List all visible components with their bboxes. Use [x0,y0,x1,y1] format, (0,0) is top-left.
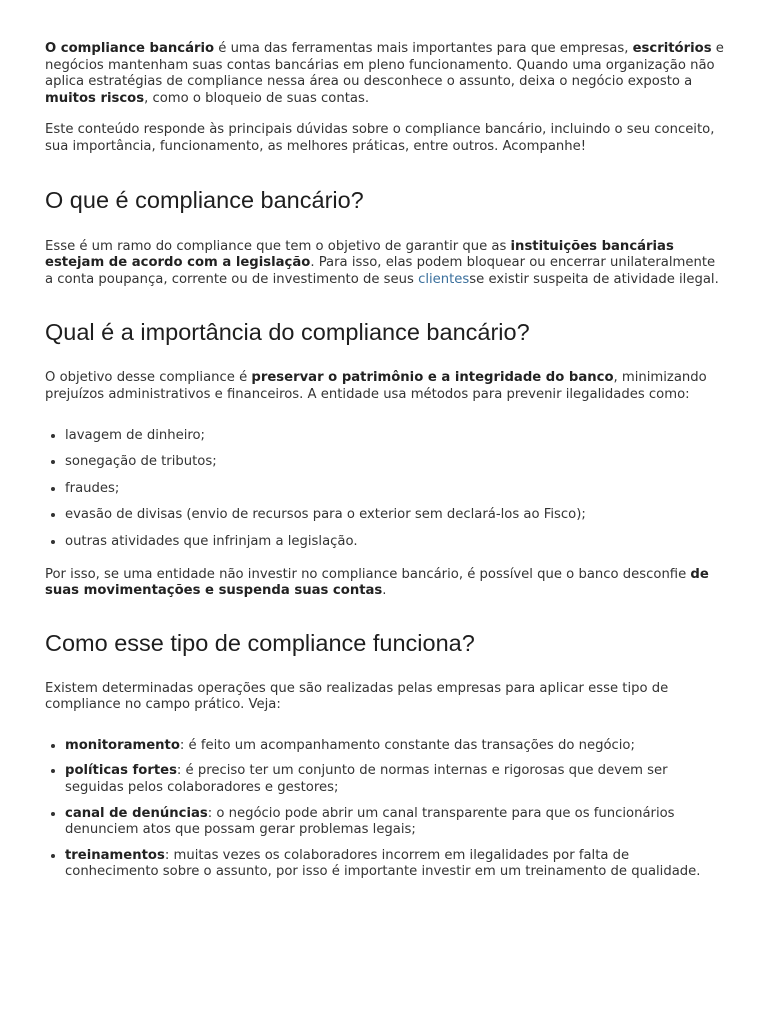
list-item [65,762,724,796]
strong-text: escritórios [632,41,712,56]
list-item: • outras atividades que infrinjam a legislação. [65,533,724,551]
text: O objetivo desse compliance é [45,370,252,386]
section-heading-importance: Qual é a importância do compliance bancário? [45,319,530,346]
strong-text: instituições bancárias estejam de acordo com a legislação [45,238,674,271]
list-item-description: : é preciso ter um conjunto de normas internas e rigorosas que devem ser seguidas pelos colaboradores e gestores; [65,763,668,796]
text: . [382,583,387,599]
strong-text: O compliance bancário [45,41,215,56]
text: , como o bloqueio de suas contas. [144,90,370,106]
text: . Para isso, elas podem bloquear ou encerrar unilateralmente a conta poupança, corrente ou de investimento de seus [45,255,716,287]
list-item: • fraudes; [65,480,724,498]
list-item-description: : muitas vezes os colaboradores incorrem em ilegalidades por falta de conhecimento sobre o assunto, por isso é importante investir em um treinamento de qualidade. [65,847,701,880]
text: Esse é um ramo do compliance que tem o objetivo de garantir que as [45,238,511,254]
list-item-description: : o negócio pode abrir um canal transparente para que os funcionários denunciem atos que possam gerar problemas legais; [65,805,675,838]
strong-text: preservar o patrimônio e a integridade do banco [251,370,614,386]
list-item-description: : é feito um acompanhamento constante das transações do negócio; [179,737,635,753]
list-item-term: canal de denúncias [65,805,208,821]
list-item [65,847,724,881]
list-item [65,737,724,755]
intro-paragraph [45,41,724,107]
section-heading-how-it-works: Como esse tipo de compliance funciona? [45,629,475,656]
text: Por isso, se uma entidade não investir no compliance bancário, é possível que o banco desconfie [45,566,691,582]
list-item-term: monitoramento [65,737,180,753]
importance-paragraph [45,370,724,403]
illegalities-list [45,427,724,551]
text: se existir suspeita de atividade ilegal. [469,271,719,287]
text: é uma das ferramentas mais importantes para que empresas, [214,41,633,56]
list-item-term: políticas fortes [65,763,177,779]
section-heading-what-is: O que é compliance bancário? [45,186,364,213]
text: e negócios mantenham suas contas bancárias em pleno funcionamento. Quando uma organização não aplica estratégias de compliance nessa área ou desconhece o assunto, deixa o negócio exposto a [45,41,724,90]
operations-list [45,737,724,881]
list-item: • lavagem de dinheiro; [65,427,724,445]
definition-paragraph [45,239,724,289]
intro-summary-paragraph: Este conteúdo responde às principais dúvidas sobre o compliance bancário, incluindo o seu conceito, sua importância, funcionamento, as melhores práticas, entre outros. Acompanhe! [45,122,715,154]
list-item [65,805,724,839]
consequence-paragraph [45,567,724,600]
strong-text: de suas movimentações e suspenda suas contas [45,566,709,599]
list-item-term: treinamentos [65,847,165,863]
clientes-link[interactable]: clientes [418,271,470,287]
list-item: • evasão de divisas (envio de recursos para o exterior sem declará-los ao Fisco); [65,506,724,524]
list-item: • sonegação de tributos; [65,453,724,471]
text: , minimizando prejuízos administrativos e financeiros. A entidade usa métodos para prevenir ilegalidades como: [45,370,707,402]
operations-paragraph: Existem determinadas operações que são realizadas pelas empresas para aplicar esse tipo de compliance no campo prático. Veja: [45,680,669,713]
strong-text: muitos riscos [45,90,145,106]
